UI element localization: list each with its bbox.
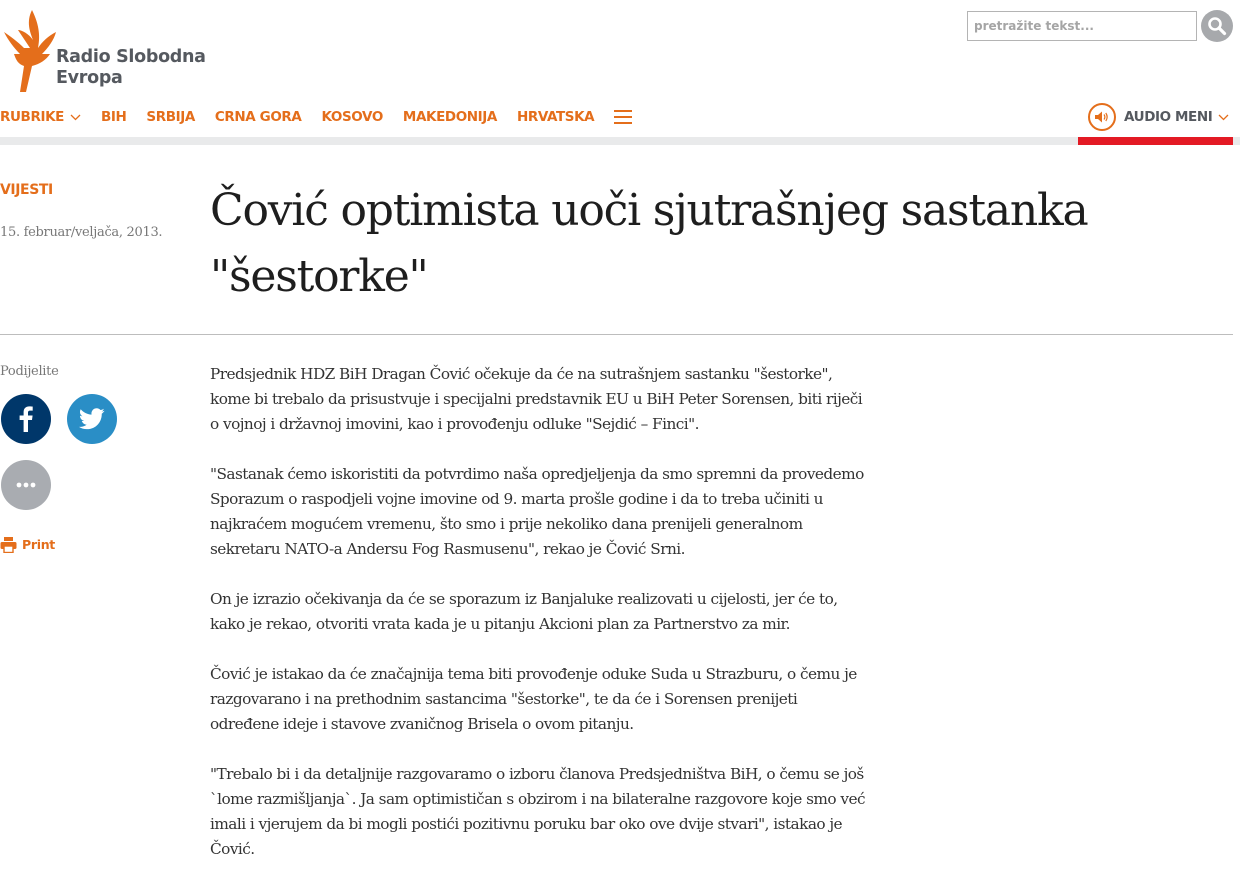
facebook-icon [19,406,33,432]
facebook-share-button[interactable] [1,394,51,444]
search-input[interactable] [968,12,1196,40]
search-button[interactable] [1201,10,1233,42]
nav-item-label: KOSOVO [321,109,383,125]
nav-item-rubrike[interactable] [0,109,81,125]
nav-item-bih[interactable] [101,109,126,125]
header-divider [0,334,1233,335]
search-box [967,11,1197,41]
audio-menu-button[interactable] [1088,102,1229,132]
torch-logo-icon [2,8,58,94]
nav-divider [0,137,1240,145]
logo-line-2: Evropa [56,68,123,88]
more-share-button[interactable] [1,460,51,510]
speaker-icon [1088,103,1116,131]
share-label: Podijelite [0,364,59,379]
twitter-icon [79,408,105,430]
audio-menu-label: AUDIO MENI [1124,109,1213,125]
main-nav [0,104,632,130]
printer-icon [0,536,17,553]
audio-active-bar [1078,137,1233,145]
chevron-down-icon [1218,114,1229,121]
nav-item-label: HRVATSKA [516,109,595,125]
chevron-down-icon [70,114,81,121]
article-date: 15. februar/veljača, 2013. [0,225,163,240]
nav-item-kosovo[interactable] [321,109,382,125]
nav-item-crna-gora[interactable] [215,109,302,125]
nav-item-label: MAKEDONIJA [402,109,497,125]
logo-line-1: Radio Slobodna [56,47,206,67]
more-icon [16,482,36,488]
nav-item-label: BIH [100,109,127,125]
article-body [210,362,865,887]
nav-item-makedonija[interactable] [403,109,497,125]
nav-item-label: CRNA GORA [214,109,302,125]
search-icon [1207,16,1227,36]
print-label: Print [22,537,55,552]
nav-item-hrvatska[interactable] [517,109,594,125]
print-button[interactable] [0,536,55,553]
article-paragraph: "Trebalo bi i da detaljnije razgovaramo o izboru članova Predsjedništva BiH, o čemu se još `lome razmišljanja`. Ja sam optimističan s obzirom i na bilateralne razgovore koje smo već imali i vjerujem da bi mogli postići pozitivnu poruku bar oko ove dvije stvari", istakao je Čović. [210,765,865,858]
article-category[interactable]: VIJESTI [0,182,53,198]
article-title: Čović optimista uoči sjutrašnjeg sastanka "šestorke" [210,185,1088,302]
article-paragraph: Predsjednik HDZ BiH Dragan Čović očekuje da će na sutrašnjem sastanku "šestorke", kome bi trebalo da prisustvuje i specijalni predstavnik EU u BiH Peter Sorensen, biti riječi o vojnoj i državnoj imovini, kao i provođenju odluke "Sejdić – Finci". [210,365,863,433]
article-paragraph: Čović je istakao da će značajnija tema biti provođenje oduke Suda u Strazburu, o čemu je razgovarano i na prethodnim sastancima "šestorke", te da će i Sorensen prenijeti određene ideje i stavove zvaničnog Brisela o ovom pitanju. [210,665,857,733]
hamburger-icon[interactable] [614,110,632,124]
logo-text [56,47,206,89]
twitter-share-button[interactable] [67,394,117,444]
nav-item-label: RUBRIKE [0,109,64,125]
site-logo[interactable] [0,4,220,92]
article-paragraph: "Sastanak ćemo iskoristiti da potvrdimo naša opredjeljenja da smo spremni da provedemo Sporazum o raspodjeli vojne imovine od 9. marta prošle godine i da to treba učiniti u najkraćem mogućem vremenu, što smo i prije nekoliko dana prenijeli generalnom sekretaru NATO-a Andersu Fog Rasmusenu", rekao je Čović Srni. [210,465,864,558]
nav-item-label: SRBIJA [146,109,195,125]
article-paragraph: On je izrazio očekivanja da će se sporazum iz Banjaluke realizovati u cijelosti, jer će to, kako je rekao, otvoriti vrata kada je u pitanju Akcioni plan za Partnerstvo za mir. [210,590,838,633]
nav-item-srbija[interactable] [146,109,195,125]
